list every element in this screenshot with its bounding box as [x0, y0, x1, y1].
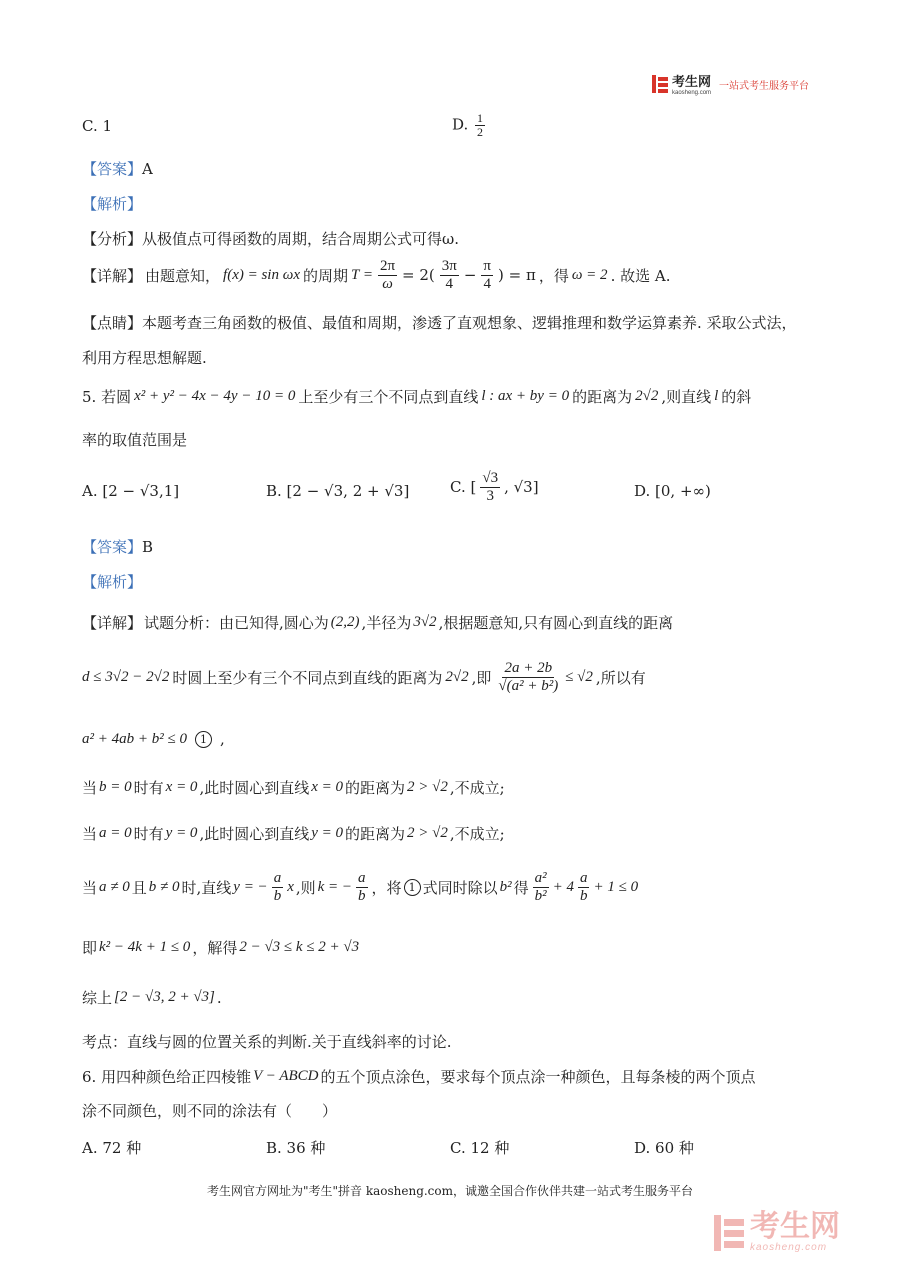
q5-detail-4: [82, 777, 505, 798]
frac-num: a²: [534, 870, 547, 886]
d7-b: k² − 4k + 1 ≤ 0: [99, 939, 191, 955]
d1-text-c: ,根据题意知,只有圆心到直线的距离: [438, 614, 674, 632]
d6-h: ,则: [295, 878, 316, 897]
d4-c: 时有: [133, 779, 164, 797]
logo-domain: kaosheng.com: [672, 90, 712, 96]
q5-detail-3: [82, 730, 225, 748]
d5-h: 2 > √2: [407, 825, 448, 841]
logo-name: 考生网: [672, 74, 712, 89]
d6-l: b²: [499, 878, 512, 895]
q4-fenxi: [82, 228, 459, 249]
d5-b: a = 0: [99, 825, 132, 841]
d2-dist: 2√2: [445, 668, 469, 685]
d6-frac-3: [533, 870, 549, 904]
fenxi-label: 【分析】: [82, 230, 143, 248]
q5-stem-d: ,则直线: [661, 388, 712, 406]
opt-c-fraction: [480, 470, 500, 504]
d6-f: y = −: [233, 878, 268, 895]
frac-den: b²: [534, 887, 547, 904]
d6-j: ，将: [371, 878, 402, 897]
frac-den: b: [358, 887, 366, 904]
q5-option-c: [450, 470, 539, 504]
q5-detail-5: [82, 823, 505, 844]
d2-fraction: [496, 660, 560, 694]
circled-one-mark: 1: [404, 879, 421, 896]
d5-d: y = 0: [165, 825, 198, 841]
q6-option-c: C. 12 种: [450, 1139, 510, 1157]
detail-frac-1: [378, 258, 397, 292]
frac-num: 2a + 2b: [504, 660, 553, 676]
d2-ineq: d ≤ 3√2 − 2√2: [82, 668, 170, 685]
q5-stem-b: 上至少有三个不同点到直线: [298, 388, 479, 406]
answer-value: B: [142, 538, 154, 556]
q6-stem-b: 的五个顶点涂色，要求每个顶点涂一种颜色，且每条棱的两个顶点: [320, 1068, 756, 1086]
answer-label: 【答案】: [82, 160, 143, 178]
d4-a: 当: [82, 779, 98, 797]
d6-c: 且: [131, 878, 147, 897]
d6-a: 当: [82, 878, 98, 897]
detail-label: 【详解】: [82, 614, 143, 632]
frac-num: π: [483, 258, 491, 274]
d1-center: (2,2): [330, 614, 360, 630]
q5-stem-c: 的距离为: [572, 388, 633, 406]
q4-answer: [82, 158, 153, 179]
q5-analysis-label: 【解析】: [82, 573, 143, 591]
detail-text-a: 由题意知，: [145, 266, 221, 285]
q5-stem-line-1: [82, 386, 751, 407]
d3-tail: ,: [219, 730, 225, 748]
q5-option-d: D. [0, +∞): [634, 482, 711, 500]
opt-c-pre: C. [: [450, 478, 477, 496]
d1-radius: 3√2: [413, 614, 437, 630]
q6-stem-line-1: [82, 1066, 756, 1087]
watermark-name: 考生网: [750, 1209, 840, 1244]
answer-label: 【答案】: [82, 538, 143, 556]
d6-o: + 4: [552, 878, 574, 895]
detail-eq2: ) = π: [498, 266, 536, 284]
fenxi-text: 从极值点可得函数的周期，结合周期公式可得ω.: [142, 230, 460, 248]
detail-minus: −: [463, 266, 477, 284]
d7-d: 2 − √3 ≤ k ≤ 2 + √3: [239, 939, 360, 955]
q6-option-a: A. 72 种: [82, 1139, 142, 1157]
d2-text-f: ,所以有: [595, 668, 646, 687]
d4-f: x = 0: [311, 779, 343, 795]
d5-f: y = 0: [311, 825, 343, 841]
d1-text-a: 试题分析：由已知得,圆心为: [144, 614, 329, 632]
detail-omega: ω = 2: [571, 266, 608, 283]
d6-e: 时,直线: [181, 878, 232, 897]
detail-text-d: . 故选 A.: [610, 266, 671, 285]
d6-d: b ≠ 0: [148, 878, 180, 895]
q5-line-eq: l : ax + by = 0: [481, 388, 570, 404]
q5-stem-line-2: 率的取值范围是: [82, 431, 188, 449]
frac-num: 3π: [441, 258, 457, 274]
d2-leq: ≤ √2: [565, 668, 593, 685]
q4-dianjing-2: 利用方程思想解题.: [82, 349, 207, 367]
detail-text-b: 的周期: [302, 266, 348, 285]
d6-frac-1: [272, 870, 284, 904]
circled-one-mark: 1: [195, 731, 212, 748]
frac-den: 2: [477, 125, 484, 140]
q4-option-d-label: D.: [452, 115, 469, 134]
detail-eq1: = 2(: [402, 266, 435, 284]
q5-option-a: A. [2 − √3,1]: [82, 482, 180, 500]
watermark-mark-icon: [714, 1215, 744, 1251]
q5-dist: 2√2: [635, 388, 659, 404]
header-logo: [652, 72, 809, 96]
detail-frac-2: [440, 258, 459, 292]
detail-t: T =: [351, 266, 373, 283]
q5-stem-e: 的斜: [721, 388, 752, 406]
q5-l: l: [714, 388, 719, 404]
header-slogan: 一站式考生服务平台: [719, 80, 810, 92]
q4-analysis-label: 【解析】: [82, 195, 143, 213]
d3-ineq: a² + 4ab + b² ≤ 0: [82, 730, 187, 747]
detail-label: 【详解】: [82, 266, 143, 285]
d5-g: 的距离为: [345, 825, 406, 843]
q4-option-c: C. 1: [82, 117, 113, 135]
q5-option-b: B. [2 − √3, 2 + √3]: [266, 482, 410, 500]
frac-num: a: [579, 870, 588, 886]
detail-text-c: ，得: [538, 266, 569, 285]
d7-c: ，解得: [192, 939, 238, 957]
d4-b: b = 0: [99, 779, 132, 795]
d8-c: .: [216, 988, 222, 1007]
frac-num: a: [358, 870, 366, 886]
d2-text-d: ,即: [471, 668, 492, 687]
q5-kaodian: 考点：直线与圆的位置关系的判断.关于直线斜率的讨论.: [82, 1033, 452, 1051]
d6-frac-4: [578, 870, 590, 904]
answer-value: A: [142, 160, 153, 178]
q4-option-d: [452, 112, 487, 139]
detail-function: f(x) = sin ωx: [223, 266, 300, 283]
d5-c: 时有: [133, 825, 164, 843]
d7-a: 即: [82, 939, 98, 957]
q5-detail-6: [82, 870, 638, 904]
q4-detail: [82, 258, 670, 292]
frac-den: 4: [483, 275, 491, 292]
detail-frac-3: [481, 258, 493, 292]
dianjing-label: 【点睛】: [82, 314, 143, 332]
q6-option-b: B. 36 种: [266, 1139, 326, 1157]
frac-num: 2π: [379, 258, 396, 274]
q5-answer: [82, 536, 153, 557]
frac-den: b: [273, 887, 282, 904]
d5-i: ,不成立;: [449, 825, 505, 843]
q4-dianjing: [82, 312, 797, 333]
d1-text-b: ,半径为: [361, 614, 412, 632]
d5-a: 当: [82, 825, 98, 843]
d6-k: 式同时除以: [422, 878, 498, 897]
frac-num: 1: [477, 111, 484, 125]
d4-i: ,不成立;: [449, 779, 505, 797]
q5-detail-1: [82, 612, 673, 633]
q6-option-d: D. 60 种: [634, 1139, 694, 1157]
d2-text-b: 时圆上至少有三个不同点到直线的距离为: [172, 668, 443, 687]
frac-den: ω: [382, 275, 393, 292]
q5-stem-a: 5. 若圆: [82, 388, 132, 406]
d8-a: 综上: [82, 989, 113, 1007]
d6-m: 得: [513, 878, 529, 897]
d4-d: x = 0: [165, 779, 198, 795]
frac-den: 3: [486, 487, 494, 504]
d4-g: 的距离为: [345, 779, 406, 797]
d4-h: 2 > √2: [407, 779, 448, 795]
d4-e: ,此时圆心到直线: [199, 779, 310, 797]
d6-frac-2: [356, 870, 368, 904]
q5-detail-8: [82, 987, 222, 1008]
frac-den: √(a² + b²): [498, 677, 559, 694]
watermark-logo: [714, 1209, 840, 1253]
q5-circle-eq: x² + y² − 4x − 4y − 10 = 0: [134, 388, 296, 404]
q6-pyramid: V − ABCD: [253, 1068, 319, 1084]
logo-mark-icon: [652, 75, 668, 93]
q5-detail-2: [82, 660, 646, 694]
page-footer: 考生网官方网址为"考生"拼音 kaosheng.com，诚邀全国合作伙伴共建一站式考生服务平台: [206, 1184, 694, 1198]
frac-num: a: [273, 870, 282, 886]
opt-c-post: , √3]: [504, 478, 539, 496]
watermark-domain: kaosheng.com: [750, 1242, 828, 1253]
q4-option-d-fraction: [475, 112, 485, 139]
frac-den: b: [579, 887, 588, 904]
q6-stem-a: 6. 用四种颜色给正四棱锥: [82, 1068, 252, 1086]
d8-b: [2 − √3, 2 + √3]: [114, 989, 215, 1005]
d6-g: x: [287, 878, 294, 895]
d6-b: a ≠ 0: [99, 878, 130, 895]
frac-den: 4: [445, 275, 454, 292]
d5-e: ,此时圆心到直线: [199, 825, 310, 843]
q6-stem-line-2: 涂不同颜色，则不同的涂法有（ ）: [82, 1102, 338, 1120]
dianjing-text-1: 本题考查三角函数的极值、最值和周期，渗透了直观想象、逻辑推理和数学运算素养. 采取公式法，: [142, 314, 797, 332]
frac-num: √3: [482, 470, 499, 486]
q5-detail-7: [82, 937, 359, 958]
d6-i: k = −: [317, 878, 353, 895]
d6-p: + 1 ≤ 0: [593, 878, 639, 895]
